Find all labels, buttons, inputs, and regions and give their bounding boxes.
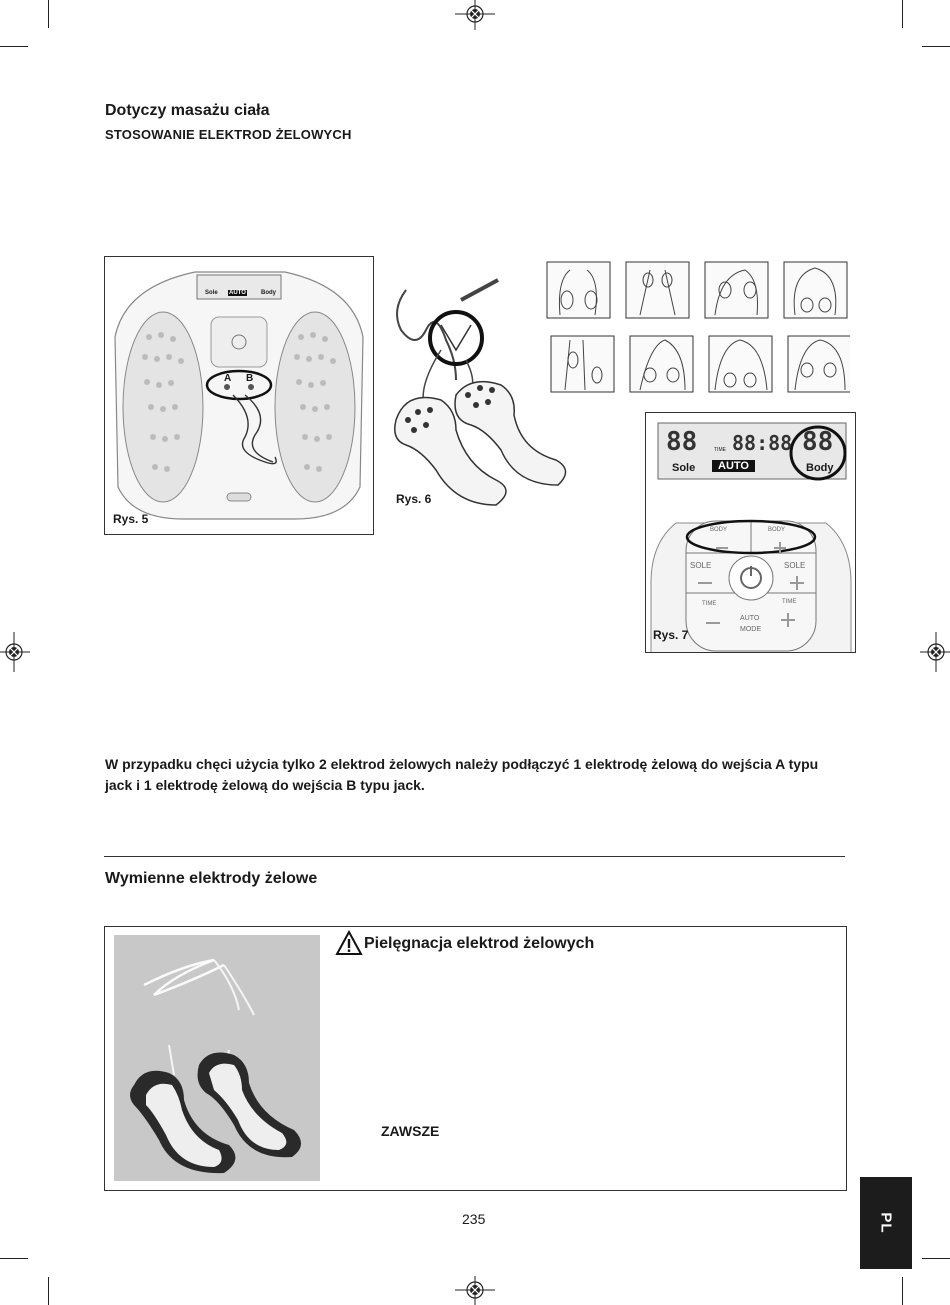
crop-mark [48,1277,49,1305]
body-minus-label: BODY [710,527,728,533]
crop-mark [0,46,28,47]
figure-7 [645,412,856,653]
care-box-always: ZAWSZE [381,1123,440,1139]
crop-mark [922,1258,950,1259]
display-auto-label: AUTO [712,460,755,472]
display-time-label: TIME [714,447,726,453]
display-right-label: Body [261,290,276,296]
figure-caption: Rys. 7 [653,628,689,642]
display-mid-label: AUTO [229,290,246,296]
auto-label: AUTO [740,615,760,622]
display-digits-time: 88:88 [732,431,793,455]
time-plus-label: TIME [782,599,797,605]
language-tab [860,1177,912,1269]
page-title: Dotyczy masażu ciała [105,102,270,119]
section-divider [104,856,845,857]
registration-mark-icon [455,1276,495,1305]
section-title: Wymienne elektrody żelowe [105,870,318,887]
crop-mark [902,1277,903,1305]
language-tab-label: PL [877,1212,895,1234]
foot-massager-illustration [105,257,373,534]
display-left-label: Sole [205,290,218,296]
display-sole-label: Sole [672,462,696,474]
display-digits-left: 88 [666,427,698,457]
jack-b-label: B [246,373,254,384]
electrode-placement-diagrams [545,260,850,395]
display-body-label: Body [806,462,834,474]
electrodes-photo [114,935,320,1181]
crop-mark [922,46,950,47]
crop-mark [902,0,903,28]
sole-minus-label: SOLE [690,561,712,570]
care-box [104,926,847,1191]
crop-mark [0,1258,28,1259]
display-digits-right: 88 [802,427,834,457]
registration-mark-icon [920,632,950,672]
warning-triangle-icon [335,930,363,956]
care-box-title: Pielęgnacja elektrod żelowych [364,935,595,952]
time-minus-label: TIME [702,601,717,607]
body-plus-label: BODY [768,527,786,533]
page-number: 235 [462,1211,486,1227]
instruction-paragraph: W przypadku chęci użycia tylko 2 elektrod żelowych należy podłączyć 1 elektrodę żelową do wejścia A typu jack i 1 elektrodę żelową do wejścia B typu jack. [105,756,819,793]
figure-caption: Rys. 5 [113,512,149,526]
sole-plus-label: SOLE [784,561,806,570]
page-subtitle: STOSOWANIE ELEKTROD ŻELOWYCH [105,127,352,142]
mode-label: MODE [740,626,761,633]
registration-mark-icon [455,0,495,30]
registration-mark-icon [0,632,30,672]
jack-a-label: A [224,373,232,384]
figure-5 [104,256,374,535]
figure-caption: Rys. 6 [396,492,432,506]
crop-mark [48,0,49,28]
